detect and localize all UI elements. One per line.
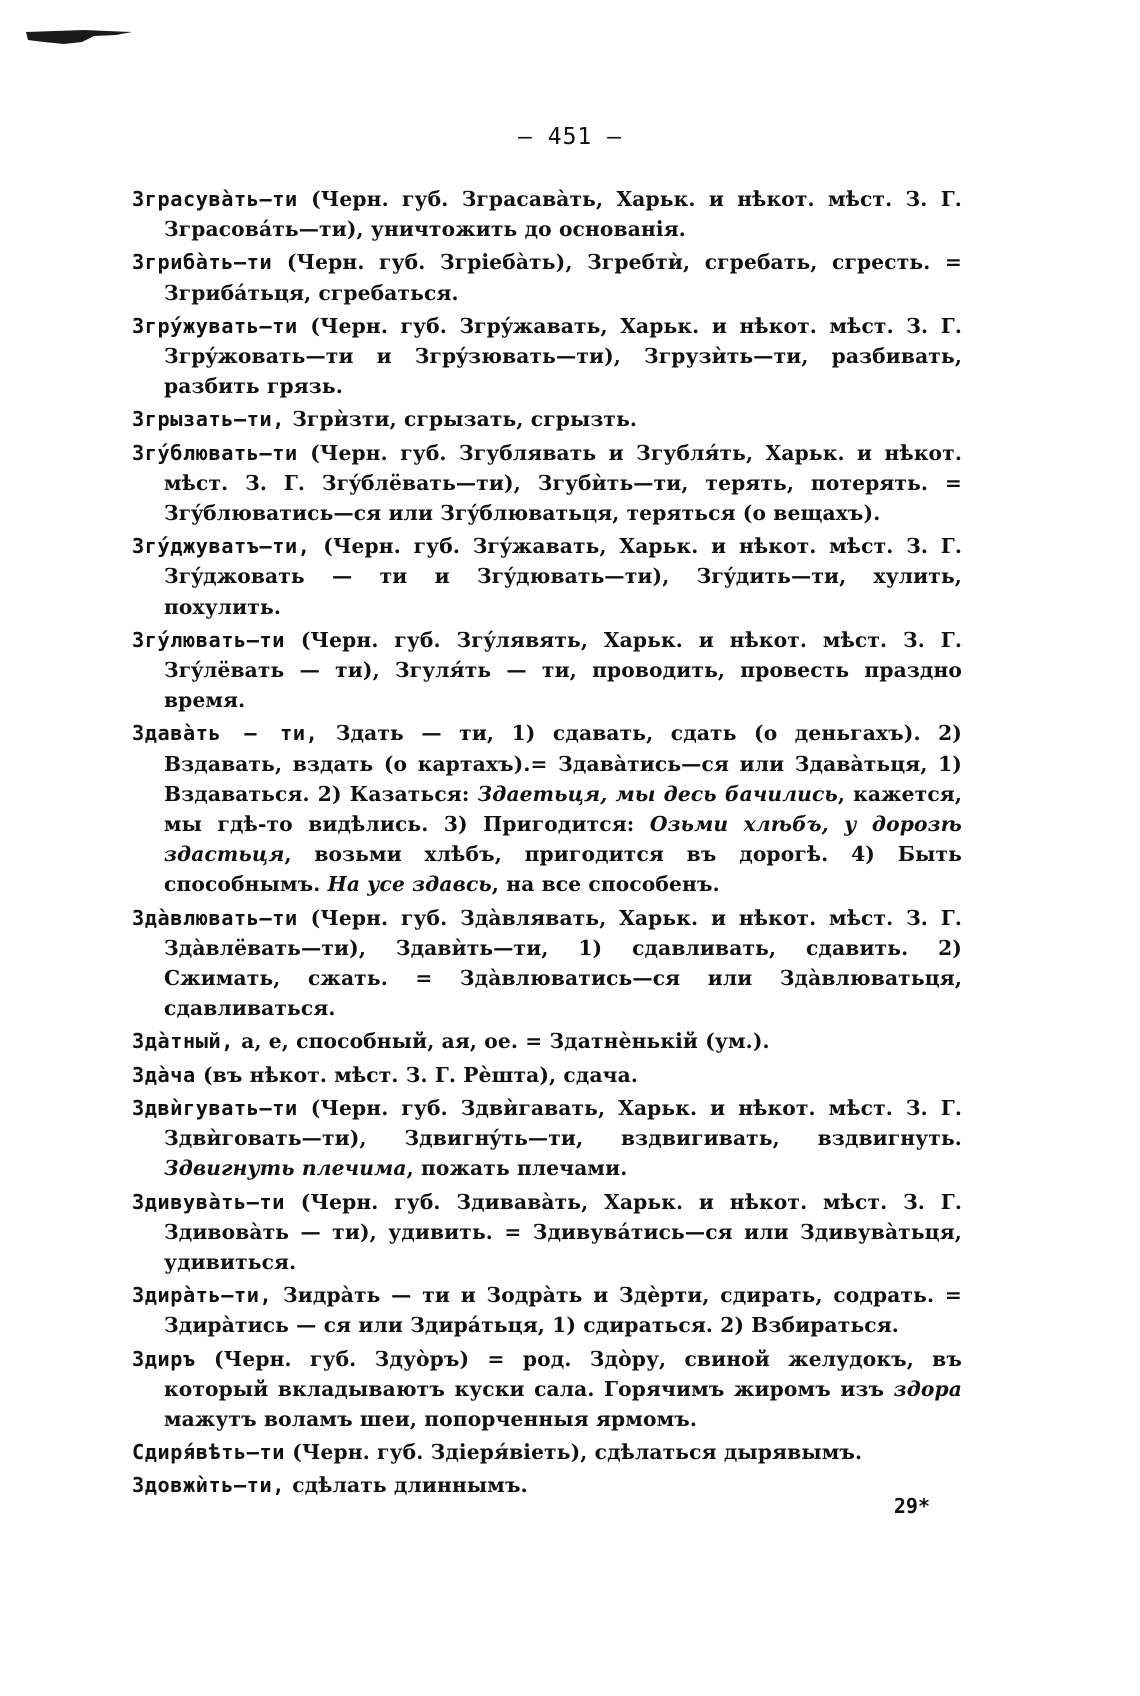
entry-headword: Здвѝгувать—ти [132,1095,298,1120]
dictionary-entry [132,1344,962,1435]
dictionary-entry [132,718,962,899]
entry-definition: (Черн. губ. Зграсавàть, Харьк. и нѣкот. мѣст. З. Г. Зграсовáть—ти), уничтожить до основанія. [164,187,962,242]
entry-headword: Здирàть—ти, [132,1283,273,1308]
entry-example: Здвигнуть плечима [164,1156,407,1181]
entry-definition: (Черн. губ. Згýлявять, Харьк. и нѣкот. мѣст. З. Г. Згýлёвать — ти), Згуля́ть — ти, проводить, провесть праздно время. [164,627,962,713]
entry-definition: (Черн. губ. Здуòръ) = род. Здòру, свиной желудокъ, въ который вкладываютъ куски сала. Горячимъ жиромъ изъ здора мажутъ воламъ шеи, попорченныя ярмомъ. [164,1346,962,1431]
dictionary-entry [132,438,962,529]
entry-definition: (Черн. губ. Згýжавать, Харьк. и нѣкот. мѣст. З. Г. Згýджовать — ти и Згýдювать—ти), Згýдить—ти, хулить, похулить. [164,534,962,619]
dictionary-entry [132,531,962,622]
entry-definition: Зидрàть — ти и Зодрàть и Здѐрти, сдирать, содрать. = Здирàтись — ся или Здирáтьця, 1) сдираться. 2) Взбираться. [164,1283,962,1338]
entry-definition: (Черн. губ. Згублявать и Згубля́ть, Харьк. и нѣкот. мѣст. З. Г. Згýблёвать—ти), Згубѝть—ти, терять, потерять. = Згýблюватись—ся или Згýблюватьця, теряться (о вещахъ). [164,440,962,526]
entry-headword: Здавàть — ти, [132,721,319,746]
entry-headword: Згýблювать—ти [132,440,298,465]
page-number: — 451 — [518,124,622,150]
entry-definition: (Черн. губ. Згріебàть), Згребтѝ, сгребать, сгресть. = Згрибáтьця, сгребаться. [164,250,962,305]
dictionary-entry [132,247,962,307]
entry-headword: Згрýжувать—ти [132,313,298,338]
entry-example: Здаетьця, мы десь бачились [477,781,838,806]
entry-definition: Згрѝзти, сгрызать, сгрызть. [285,407,638,432]
entry-headword: Здàвлювать—ти [132,905,298,930]
dictionary-entry [132,1093,962,1184]
dictionary-entry [132,1187,962,1278]
dictionary-entry [132,1060,962,1090]
entry-headword: Згýлювать—ти [132,627,286,652]
dictionary-entry [132,903,962,1024]
entry-headword: Здàтный, [132,1029,235,1054]
entry-headword: Згрибàть—ти [132,250,273,275]
entry-headword: Сдиря́вѣть—ти [132,1440,286,1465]
entry-definition: (въ нѣкот. мѣст. З. Г. Рѐшта), сдача. [195,1062,639,1087]
entry-definition: (Черн. губ. Здіеря́віеть), сдѣлаться дырявымъ. [285,1440,863,1465]
entry-headword: Згрызать—ти, [132,407,286,432]
entry-definition: а, е, способный, ая, ое. = Здатнѐнькій (ум.). [234,1029,770,1054]
dictionary-entry [132,1437,962,1467]
entry-headword: Здивувàть—ти [132,1189,286,1214]
entry-definition: Здать — ти, 1) сдавать, сдать (о деньгахъ). 2) Вздавать, вздать (о картахъ).= Здавàтись—ся или Здавàтьця, 1) Вздаваться. 2) Казаться: Здаетьця, мы десь бачились, кажется, мы гдѣ-то видѣлись. 3) Пригодится: Озьми хлѣбъ, у дорозѣ здастьця, возьми хлѣбъ, пригодится въ дорогѣ. 4) Быть способнымъ. На усе здавсь, на все способенъ. [164,721,963,897]
entry-example: На усе здавсь [327,872,492,897]
entry-definition: (Черн. губ. Здвѝгавать, Харьк. и нѣкот. мѣст. З. Г. Здвѝговать—ти), Здвигнýть—ти, вздвигивать, вздвигнуть. Здвигнуть плечима, пожать плечами. [164,1095,962,1181]
entry-definition: сдѣлать длиннымъ. [285,1473,528,1498]
dictionary-entry [132,311,962,402]
entry-headword: Здàча [132,1062,196,1087]
dictionary-entry [132,1026,962,1056]
dictionary-entry [132,1470,962,1500]
entry-headword: Здиръ [132,1346,196,1371]
dictionary-entries [132,184,962,1504]
entry-definition: (Черн. губ. Згрýжавать, Харьк. и нѣкот. мѣст. З. Г. Згрýжовать—ти и Згрýзювать—ти), Згрузѝть—ти, разбивать, разбить грязь. [164,313,962,399]
entry-example: Озьми хлѣбъ, у дорозѣ здастьця [164,812,962,867]
entry-definition: (Черн. губ. Здивавàть, Харьк. и нѣкот. мѣст. З. Г. Здивовàть — ти), удивить. = Здивувáтись—ся или Здивувàтьця, удивиться. [164,1189,962,1274]
entry-definition: (Черн. губ. Здàвлявать, Харьк. и нѣкот. мѣст. З. Г. Здàвлёвать—ти), Здавѝть—ти, 1) сдавливать, сдавить. 2) Сжимать, сжать. = Здàвлюватись—ся или Здàвлюватьця, сдавливаться. [164,905,962,1021]
dictionary-entry [132,1280,962,1340]
signature-mark: 29* [893,1494,930,1518]
entry-headword: Зграсувàть—ти [132,187,298,211]
scan-corner-mark [24,26,134,48]
entry-headword: Здовжѝть—ти, [132,1473,286,1498]
dictionary-entry [132,625,962,716]
dictionary-entry [132,404,962,434]
entry-headword: Згýджуватъ—ти, [132,534,311,559]
dictionary-entry [132,184,962,244]
entry-example: здора [893,1376,962,1401]
